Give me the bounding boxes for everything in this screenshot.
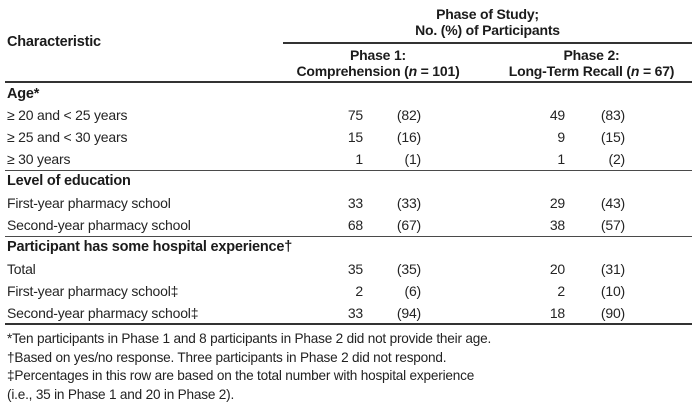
right-pad — [625, 104, 692, 126]
phase-of-study-header — [283, 2, 692, 43]
phase1-count: 1 — [355, 150, 363, 167]
phase2-count: 49 — [549, 107, 565, 123]
table-row — [5, 148, 692, 170]
phase1-pct: (67) — [396, 216, 421, 233]
section-row — [5, 82, 692, 104]
phase1-count: 35 — [347, 261, 363, 277]
section-label: Age* — [7, 85, 40, 102]
phase2-subtitle-post: = 67) — [639, 62, 675, 79]
right-pad — [625, 214, 692, 236]
table-row — [5, 302, 692, 324]
phase1-pct: (33) — [396, 195, 421, 211]
section-row — [5, 170, 692, 192]
right-pad — [625, 126, 692, 148]
phase1-count: 2 — [355, 283, 363, 299]
phase2-pct: (10) — [600, 283, 625, 299]
phase1-count: 33 — [347, 195, 363, 211]
phase2-pct: (57) — [600, 216, 625, 233]
phase1-n-italic: n — [408, 62, 417, 79]
phase1-count: 68 — [347, 216, 363, 233]
column-gap — [421, 148, 473, 170]
phase1-column-header — [283, 43, 473, 82]
table-row — [5, 280, 692, 302]
header-row-span — [5, 2, 692, 43]
row-label: First-year pharmacy school — [7, 195, 171, 211]
phase1-pct: (35) — [396, 261, 421, 277]
characteristic-header: Characteristic — [5, 2, 283, 82]
phase2-count: 38 — [549, 216, 565, 233]
table-row — [5, 126, 692, 148]
phase2-count: 18 — [549, 304, 565, 321]
phase-of-study-line1: Phase of Study; — [436, 5, 539, 22]
table-row — [5, 192, 692, 214]
column-gap — [421, 258, 473, 280]
right-pad — [625, 148, 692, 170]
column-gap — [421, 126, 473, 148]
row-label: Second-year pharmacy school‡ — [7, 304, 199, 321]
row-label: ≥ 30 years — [7, 150, 71, 167]
phase2-pct: (90) — [600, 304, 625, 321]
phase2-pct: (2) — [608, 150, 625, 167]
phase2-count: 20 — [549, 261, 565, 277]
footnotes — [7, 330, 700, 404]
footnote-yesno: †Based on yes/no response. Three participants in Phase 2 did not respond. — [7, 349, 447, 365]
phase1-subtitle-post: = 101) — [416, 62, 460, 79]
column-gap — [421, 302, 473, 324]
table-row — [5, 104, 692, 126]
phase1-count: 15 — [347, 129, 363, 145]
phase2-pct: (43) — [600, 195, 625, 211]
footnote-percentages-line2: (i.e., 35 in Phase 1 and 20 in Phase 2). — [7, 386, 235, 402]
table-row — [5, 214, 692, 236]
phase1-count: 75 — [347, 107, 363, 123]
phase1-subtitle-pre: Comprehension ( — [296, 62, 409, 79]
row-label: Second-year pharmacy school — [7, 216, 191, 233]
row-label: ≥ 20 and < 25 years — [7, 107, 128, 123]
phase1-title: Phase 1: — [350, 46, 406, 63]
right-pad — [625, 258, 692, 280]
phase2-count: 9 — [557, 129, 565, 145]
column-gap — [421, 280, 473, 302]
section-row — [5, 236, 692, 258]
participants-table — [5, 2, 692, 325]
phase-of-study-line2: No. (%) of Participants — [415, 21, 560, 38]
section-label: Participant has some hospital experience† — [5, 236, 692, 258]
phase1-pct: (94) — [396, 304, 421, 321]
phase2-subtitle-pre: Long-Term Recall ( — [508, 62, 631, 79]
footnote-percentages-line1: ‡Percentages in this row are based on the total number with hospital experience — [7, 368, 475, 384]
row-label: ≥ 25 and < 30 years — [7, 129, 128, 145]
footnote-age: *Ten participants in Phase 1 and 8 participants in Phase 2 did not provide their age. — [7, 331, 492, 346]
phase2-pct: (15) — [600, 129, 625, 145]
right-pad — [625, 192, 692, 214]
table-body — [5, 82, 692, 324]
column-gap — [421, 192, 473, 214]
phase1-pct: (82) — [396, 107, 421, 123]
right-pad — [625, 302, 692, 324]
right-pad — [625, 280, 692, 302]
phase2-title: Phase 2: — [563, 46, 620, 63]
table-header — [5, 2, 692, 82]
column-gap — [421, 214, 473, 236]
table-row — [5, 258, 692, 280]
phase2-count: 29 — [549, 195, 565, 211]
section-label: Level of education — [5, 170, 692, 192]
phase2-column-header — [473, 43, 692, 82]
phase2-n-italic: n — [630, 62, 640, 79]
phase1-count: 33 — [347, 304, 363, 321]
row-label: First-year pharmacy school‡ — [7, 283, 179, 299]
row-label: Total — [7, 261, 36, 277]
phase2-count: 1 — [557, 150, 565, 167]
phase1-pct: (16) — [396, 129, 421, 145]
phase1-pct: (1) — [404, 150, 421, 167]
column-gap — [421, 104, 473, 126]
phase1-pct: (6) — [404, 283, 421, 299]
phase2-pct: (31) — [600, 261, 625, 277]
phase2-pct: (83) — [600, 107, 625, 123]
phase2-count: 2 — [557, 283, 565, 299]
